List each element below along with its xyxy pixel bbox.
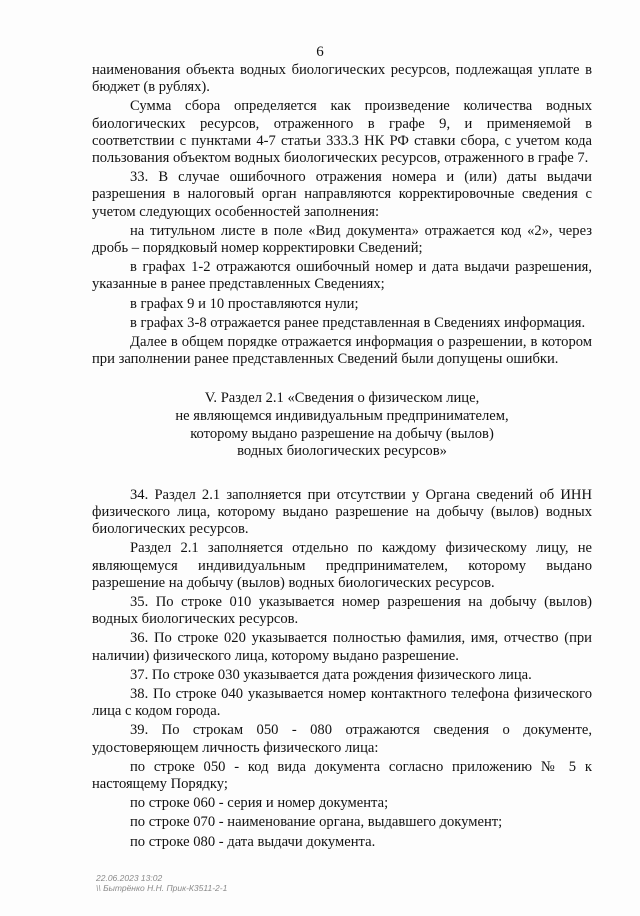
- paragraph: Сумма сбора определяется как произведение количества водных биологических ресурсов, отраженного в графе 9, и применяемой в соответствии с пунктами 4-7 статьи 333.3 НК РФ ставки сбора, с учетом кода пользования объектом водных биологических ресурсов, отраженного в графе 7.: [92, 98, 592, 167]
- paragraph: в графах 9 и 10 проставляются нули;: [130, 295, 359, 312]
- paragraph: 39. По строкам 050 - 080 отражаются сведения о документе, удостоверяющем личность физического лица:: [92, 722, 592, 756]
- paragraph: 37. По строке 030 указывается дата рождения физического лица.: [130, 666, 532, 683]
- paragraph: на титульном листе в поле «Вид документа» отражается код «2», через дробь – порядковый номер корректировки Сведений;: [92, 222, 592, 257]
- paragraph: Раздел 2.1 заполняется отдельно по каждому физическому лицу, не являющемуся индивидуальным предпринимателем, которому выдано разрешение на добычу (вылов) водных биологических ресурсов.: [92, 540, 592, 591]
- footer-file-path: \\ Бытрёнко Н.Н. Прик-К3511-2-1: [96, 883, 228, 893]
- section-heading-line: которому выдано разрешение на добычу (вылов): [190, 425, 494, 442]
- paragraph: 36. По строке 020 указывается полностью фамилия, имя, отчество (при наличии) физического лица, которому выдано разрешение.: [92, 630, 592, 664]
- paragraph: 38. По строке 040 указывается номер контактного телефона физического лица с кодом города.: [92, 686, 592, 720]
- paragraph: 35. По строке 010 указывается номер разрешения на добычу (вылов) водных биологических ресурсов.: [92, 594, 592, 628]
- paragraph: по строке 060 - серия и номер документа;: [130, 795, 389, 812]
- paragraph: 34. Раздел 2.1 заполняется при отсутствии у Органа сведений об ИНН физического лица, которому выдано разрешение на добычу (вылов) водных биологических ресурсов.: [92, 486, 592, 538]
- paragraphs-before: [92, 62, 592, 368]
- paragraph: по строке 080 - дата выдачи документа.: [130, 833, 376, 850]
- page-number: 6: [316, 44, 324, 60]
- paragraph: Далее в общем порядке отражается информация о разрешении, в котором при заполнении ранее представленных Сведений были допущены ошибки.: [92, 334, 592, 368]
- paragraphs-after: [92, 487, 592, 851]
- section-heading-line: не являющемся индивидуальным предпринимателем,: [175, 408, 509, 425]
- footer-timestamp: 22.06.2023 13:02: [96, 873, 163, 883]
- paragraph: по строке 070 - наименование органа, выдавшего документ;: [130, 814, 503, 831]
- paragraph: по строке 050 - код вида документа согласно приложению № 5 к настоящему Порядку;: [92, 758, 592, 793]
- paragraph: в графах 3-8 отражается ранее представленная в Сведениях информация.: [130, 314, 586, 331]
- paragraph: наименования объекта водных биологических ресурсов, подлежащая уплате в бюджет (в рублях).: [92, 62, 592, 96]
- section-heading: [92, 390, 592, 460]
- body-text: [92, 62, 592, 853]
- paragraph: в графах 1-2 отражаются ошибочный номер и дата выдачи разрешения, указанные в ранее представленных Сведениях;: [92, 259, 592, 293]
- section-heading-line: водных биологических ресурсов»: [237, 443, 447, 460]
- section-heading-line: V. Раздел 2.1 «Сведения о физическом лице,: [204, 390, 480, 407]
- paragraph: 33. В случае ошибочного отражения номера и (или) даты выдачи разрешения в налоговый орган направляются корректировочные сведения с учетом следующих особенностей заполнения:: [92, 169, 592, 220]
- footer-stamp: [96, 873, 227, 893]
